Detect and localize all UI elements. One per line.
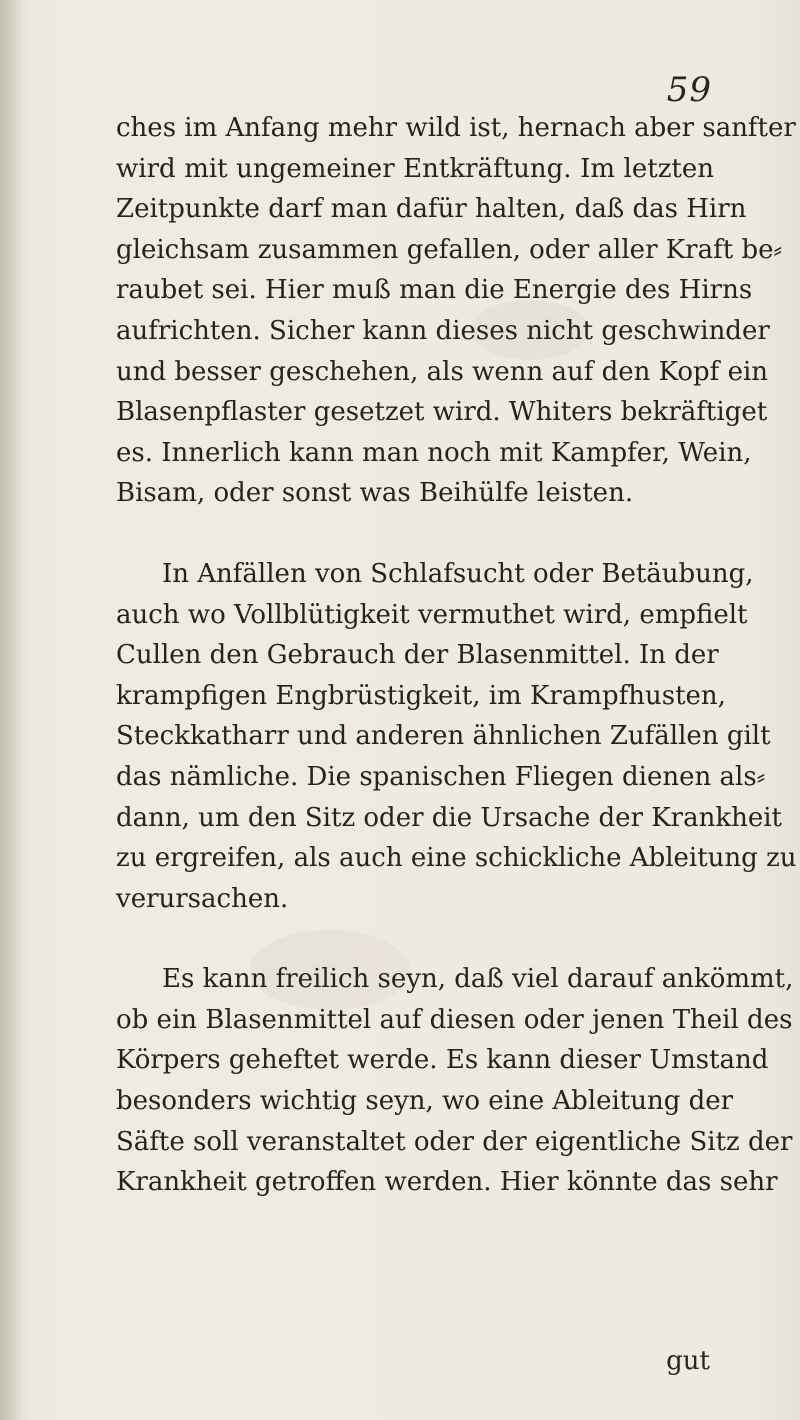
paragraph-2 (116, 554, 797, 919)
text-line: Steckkatharr und anderen ähnlichen Zufällen gilt (116, 721, 771, 752)
text-line: In Anfällen von Schlafsucht oder Betäubung, (162, 558, 754, 589)
text-line: besonders wichtig seyn, wo eine Ableitung der (116, 1086, 734, 1117)
text-line: Bisam, oder sonst was Beihülfe leisten. (116, 478, 634, 509)
text-line: gleichsam zusammen gefallen, oder aller Kraft be⸗ (116, 234, 783, 265)
text-line: das nämliche. Die spanischen Fliegen dienen als⸗ (116, 761, 766, 792)
text-line: krampfigen Engbrüstigkeit, im Krampfhusten, (116, 680, 726, 711)
body-text (116, 108, 797, 1203)
catchword: gut (666, 1346, 710, 1376)
text-line: und besser geschehen, als wenn auf den Kopf ein (116, 356, 769, 387)
page-number: 59 (666, 70, 712, 110)
paragraph-1 (116, 108, 796, 514)
text-line: Säfte soll veranstaltet oder der eigentliche Sitz der (116, 1126, 793, 1157)
text-line: aufrichten. Sicher kann dieses nicht geschwinder (116, 315, 770, 346)
paragraph-3 (116, 959, 794, 1203)
text-line: verursachen. (116, 883, 289, 914)
text-line: Zeitpunkte darf man dafür halten, daß das Hirn (116, 194, 747, 225)
text-line: Es kann freilich seyn, daß viel darauf ankömmt, (162, 964, 794, 995)
text-line: auch wo Vollblütigkeit vermuthet wird, empfielt (116, 599, 748, 630)
text-line: es. Innerlich kann man noch mit Kampfer, Wein, (116, 437, 752, 468)
text-line: wird mit ungemeiner Entkräftung. Im letzten (116, 153, 714, 184)
text-line: raubet sei. Hier muß man die Energie des Hirns (116, 275, 753, 306)
text-line: dann, um den Sitz oder die Ursache der Krankheit (116, 802, 783, 833)
text-line: Cullen den Gebrauch der Blasenmittel. In der (116, 640, 719, 671)
spine-shadow (0, 0, 22, 1420)
text-line: Körpers geheftet werde. Es kann dieser Umstand (116, 1045, 769, 1076)
text-line: Krankheit getroffen werden. Hier könnte das sehr (116, 1167, 778, 1198)
text-line: ob ein Blasenmittel auf diesen oder jenen Theil des (116, 1004, 793, 1035)
text-line: zu ergreifen, als auch eine schickliche Ableitung zu (116, 843, 797, 874)
text-line: Blasenpflaster gesetzet wird. Whiters bekräftiget (116, 397, 768, 428)
text-line: ches im Anfang mehr wild ist, hernach aber sanfter (116, 113, 796, 143)
